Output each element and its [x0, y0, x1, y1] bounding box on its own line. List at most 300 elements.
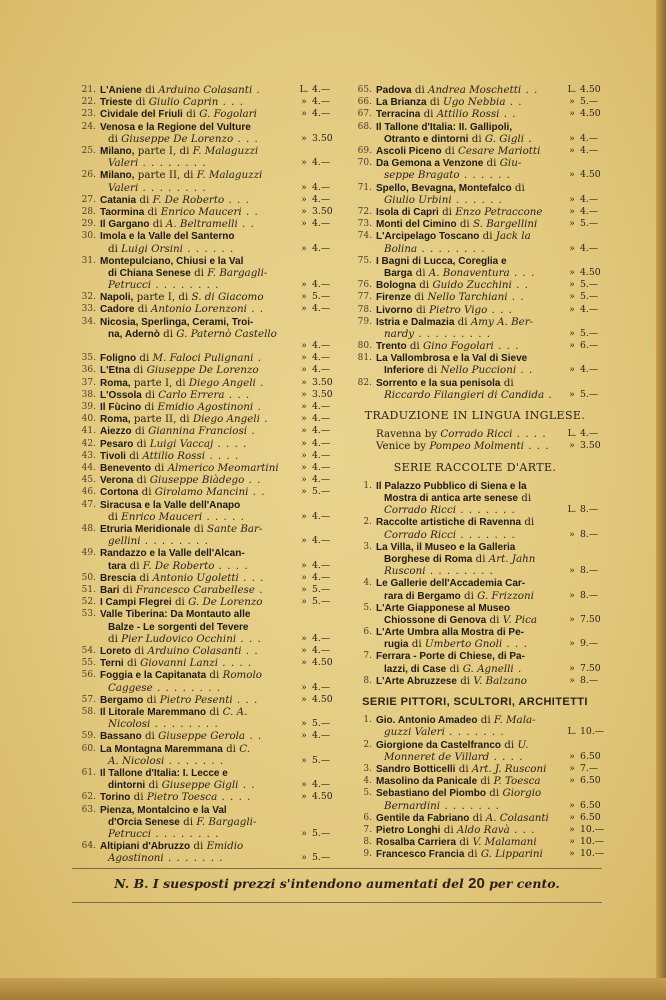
- price: 4.—: [580, 428, 599, 440]
- entry-line: [100, 377, 338, 389]
- leader-dots: . .: [238, 779, 256, 792]
- leader-dots: . .: [499, 108, 517, 121]
- catalog-entry: [68, 730, 338, 742]
- entry-body: [100, 194, 338, 206]
- entry-line: [100, 718, 338, 730]
- leader-dots: . . .: [502, 638, 528, 651]
- entry-text: di: [408, 638, 425, 651]
- entry-body: [100, 401, 338, 413]
- entry-body: [376, 108, 606, 120]
- entry-author: Nello Tarchiani: [427, 291, 508, 304]
- currency-mark: [298, 169, 310, 181]
- entry-line: [376, 377, 606, 389]
- entry-line-text: [376, 800, 566, 812]
- entry-line-text: [100, 657, 298, 669]
- entry-author: Corrado Ricci: [384, 528, 456, 541]
- entry-title: di Chiana Senese: [108, 267, 191, 279]
- entry-author: Arduino Colasanti: [147, 644, 242, 657]
- entry-body: [100, 596, 338, 608]
- entry-body: [376, 739, 606, 763]
- entry-title: Catania: [100, 194, 137, 206]
- entry-line-text: [100, 121, 298, 133]
- entry-author: G. Fogolari: [199, 108, 257, 121]
- entry-line: [376, 663, 606, 675]
- entry-line-text: [376, 565, 566, 577]
- currency-mark: »: [301, 341, 307, 352]
- entry-line-text: [100, 499, 298, 511]
- price: 6.50: [580, 750, 601, 762]
- catalog-entry: [68, 804, 338, 841]
- entry-number: 8.: [363, 837, 372, 848]
- entry-body: [376, 206, 606, 218]
- entry-body: [100, 145, 338, 169]
- footer-note-percent: 20: [468, 875, 485, 892]
- entry-line: [100, 645, 338, 657]
- leader-dots: . . . . . . . .: [151, 279, 220, 292]
- entry-body: [100, 389, 338, 401]
- price: 6.—: [580, 340, 599, 352]
- price: [310, 230, 338, 242]
- price: 4.50: [312, 657, 333, 669]
- entry-title: Inferiore: [384, 365, 425, 377]
- entry-line: [100, 779, 338, 791]
- entry-line-text: [376, 751, 566, 763]
- entry-body: [376, 775, 606, 787]
- entry-line-text: [376, 675, 566, 687]
- entry-line: [376, 529, 606, 541]
- entry-author: Rusconi: [384, 565, 426, 578]
- entry-title: Bologna: [376, 280, 416, 292]
- entry-text: di: [136, 571, 153, 584]
- entry-line-text: [376, 121, 566, 133]
- entry-line-text: [376, 577, 566, 589]
- entry-line-text: [376, 157, 566, 169]
- entry-text: di: [108, 510, 122, 523]
- entry-line: [376, 340, 606, 352]
- catalog-entry: [68, 413, 338, 425]
- entry-line: [376, 553, 606, 565]
- entry-line-text: [376, 389, 566, 401]
- entry-text: di: [136, 193, 153, 206]
- entry-title: rugia: [384, 639, 409, 651]
- entry-body: [100, 474, 338, 486]
- entry-line-text: [100, 340, 298, 352]
- entry-body: [100, 743, 338, 767]
- entry-text: parte I, di: [133, 291, 192, 304]
- price: 10.—: [580, 726, 605, 738]
- entry-title: La Brianza: [376, 97, 427, 109]
- entry-line-text: [376, 96, 566, 108]
- price: 4.—: [580, 303, 599, 315]
- entry-title: La Montagna Maremmana: [100, 743, 223, 755]
- entry-text: Ravenna by: [376, 428, 441, 441]
- entry-author: Bernardini: [384, 799, 441, 812]
- currency-mark: »: [301, 597, 307, 608]
- entry-line: [100, 145, 338, 157]
- entry-line: [100, 230, 338, 242]
- entry-line: [100, 535, 338, 547]
- entry-line: [100, 328, 338, 340]
- currency-mark: »: [569, 389, 575, 400]
- currency-mark: [298, 608, 310, 620]
- currency-mark: [298, 316, 310, 328]
- entry-title: Cortona: [100, 487, 139, 499]
- entry-line: [376, 243, 606, 255]
- entry-body: [376, 230, 606, 254]
- entry-line-text: [100, 108, 298, 120]
- currency-mark: [298, 816, 310, 828]
- currency-mark: »: [569, 663, 575, 674]
- entry-number: 53.: [81, 609, 96, 620]
- entry-author: F. Malaguzzi: [192, 144, 259, 157]
- price: [578, 121, 606, 133]
- entry-body: [100, 706, 338, 730]
- catalog-entry: [68, 194, 338, 206]
- catalog-entry: [344, 157, 606, 181]
- entry-line-text: [100, 291, 298, 303]
- entry-text: di: [416, 279, 433, 292]
- entry-number: 7.: [363, 824, 372, 835]
- entry-line: [376, 145, 606, 157]
- leader-dots: . .: [511, 279, 529, 292]
- pittori-heading: SERIE PITTORI, SCULTORI, ARCHITETTI: [362, 696, 588, 709]
- leader-dots: . . . .: [205, 449, 240, 462]
- entry-author: Bolina: [384, 242, 418, 255]
- entry-body: [100, 364, 338, 376]
- catalog-entry: [344, 218, 606, 230]
- entry-line: [376, 726, 606, 738]
- entry-author: C.: [239, 742, 251, 755]
- entry-line-text: [100, 194, 298, 206]
- entry-number: 23.: [81, 109, 96, 120]
- entry-line-text: [100, 511, 298, 523]
- entry-line-text: [100, 486, 298, 498]
- entry-title: Brescia: [100, 572, 137, 584]
- entry-number: 5.: [363, 788, 372, 799]
- currency-mark: [298, 267, 310, 279]
- entry-text: di: [130, 791, 147, 804]
- entry-text: di: [486, 787, 503, 800]
- leader-dots: . . . . . . . .: [138, 157, 207, 170]
- price: 5.—: [312, 486, 331, 498]
- entry-line-text: [376, 364, 566, 376]
- entry-body: [376, 255, 606, 279]
- currency-mark: »: [569, 824, 575, 835]
- entry-text: di: [412, 266, 429, 279]
- entry-number: 35.: [81, 353, 96, 364]
- catalog-entry: [68, 462, 338, 474]
- entry-line-text: [100, 755, 298, 767]
- entry-author: Romolo: [222, 669, 262, 682]
- currency-mark: [298, 547, 310, 559]
- entry-title: Sebastiano del Piombo: [376, 788, 487, 800]
- entry-title: Roma,: [100, 377, 131, 389]
- price: 6.50: [580, 799, 601, 811]
- currency-mark: »: [569, 304, 575, 315]
- catalog-entry: [68, 499, 338, 523]
- entry-text: di: [123, 657, 141, 670]
- entry-body: [376, 428, 606, 440]
- currency-mark: [298, 621, 310, 633]
- catalog-entry: [68, 230, 338, 254]
- entry-body: [100, 425, 338, 437]
- entry-number: 36.: [81, 365, 96, 376]
- currency-mark: »: [569, 170, 575, 181]
- entry-body: [100, 352, 338, 364]
- entry-author: Valeri: [108, 157, 139, 170]
- entry-line-text: [376, 84, 566, 96]
- entry-author: Sante Bar-: [207, 523, 263, 536]
- entry-line-text: [376, 440, 566, 452]
- entry-title: Imola e la Valle del Santerno: [100, 231, 235, 243]
- entry-text: di: [133, 437, 150, 450]
- price: 4.—: [312, 535, 331, 547]
- entry-author: Monneret de Villard: [384, 750, 490, 763]
- entry-author: Umberto Gnoli: [424, 638, 503, 651]
- entry-author: G. Paternò Castello: [176, 327, 277, 340]
- entry-body: [376, 675, 606, 687]
- price: 4.—: [312, 779, 331, 791]
- entry-title: Etruria Meridionale: [100, 524, 191, 536]
- entry-line: [100, 560, 338, 572]
- entry-author: nardy: [384, 327, 415, 340]
- entry-title: Milano,: [100, 170, 135, 182]
- entry-title: Bari: [100, 585, 120, 597]
- entry-text: di: [149, 218, 166, 231]
- entry-line: [100, 303, 338, 315]
- catalog-entry: [344, 279, 606, 291]
- entry-line-text: [100, 316, 298, 328]
- price: 4.—: [312, 644, 331, 656]
- price: 5.—: [312, 852, 331, 864]
- currency-mark: [566, 230, 578, 242]
- entry-line: [100, 486, 338, 498]
- entry-title: Bassano: [100, 731, 142, 743]
- catalog-entry: [344, 340, 606, 352]
- entry-author: Enrico Mauceri: [160, 205, 242, 218]
- entry-body: [376, 377, 606, 401]
- entry-text: parte II, di: [134, 169, 197, 182]
- entry-line-text: [100, 303, 298, 315]
- leader-dots: .: [255, 376, 265, 389]
- price: 4.—: [312, 279, 331, 291]
- entry-body: [100, 255, 338, 292]
- entry-text: di: [483, 157, 500, 170]
- price: 4.—: [312, 218, 331, 230]
- entry-title: Roma,: [100, 414, 131, 426]
- entry-line-text: [100, 694, 298, 706]
- entry-line-text: [100, 364, 298, 376]
- entry-line-text: [100, 425, 298, 437]
- entry-title: Siracusa e la Valle dell'Anapo: [100, 499, 241, 511]
- catalog-entry: [344, 675, 606, 687]
- entry-line: [376, 121, 606, 133]
- price: [310, 121, 338, 133]
- leader-dots: . .: [241, 644, 259, 657]
- price: [578, 255, 606, 267]
- entry-text: di: [469, 811, 486, 824]
- price: 4.—: [312, 571, 331, 583]
- entry-body: [100, 377, 338, 389]
- entry-text: di: [206, 669, 223, 682]
- entry-body: [376, 352, 606, 376]
- entry-line: [376, 565, 606, 577]
- entry-line-text: [100, 816, 298, 828]
- entry-title: Rosalba Carriera: [376, 837, 457, 849]
- entry-author: Giovanni Lanzi: [140, 657, 218, 670]
- price: 3.50: [312, 376, 333, 388]
- entry-number: 76.: [357, 280, 372, 291]
- entry-line-text: [376, 377, 566, 389]
- entry-body: [376, 763, 606, 775]
- entry-author: S. Bargellini: [472, 218, 538, 231]
- currency-mark: [566, 157, 578, 169]
- price: [310, 169, 338, 181]
- entry-line-text: [376, 194, 566, 206]
- currency-mark: »: [569, 675, 575, 686]
- entry-line-text: [376, 206, 566, 218]
- leader-dots: . . . . . .: [451, 193, 503, 206]
- entry-text: di: [501, 738, 518, 751]
- catalog-entry: [68, 218, 338, 230]
- entry-title: Barga: [384, 267, 413, 279]
- entry-number: 60.: [81, 743, 96, 754]
- currency-mark: »: [569, 109, 575, 120]
- entry-author: Andrea Moschetti: [428, 84, 522, 96]
- entry-title: Pietro Longhi: [376, 824, 441, 836]
- entry-line: [100, 572, 338, 584]
- entry-line: [376, 169, 606, 181]
- entry-text: di: [477, 714, 494, 727]
- entry-text: di: [108, 632, 122, 645]
- entry-line: [100, 828, 338, 840]
- entry-line-text: [376, 824, 566, 836]
- currency-mark: »: [569, 590, 575, 601]
- price: 9.—: [580, 638, 599, 650]
- leader-dots: .: [253, 401, 262, 414]
- currency-mark: »: [301, 280, 307, 291]
- currency-mark: »: [569, 219, 575, 230]
- entry-number: 80.: [357, 341, 372, 352]
- entry-line-text: [376, 316, 566, 328]
- entry-title: Ferrara - Porte di Chiese, di Pa-: [376, 651, 525, 663]
- entry-line-text: [100, 206, 298, 218]
- entry-text: di: [456, 836, 473, 849]
- entry-line: [100, 462, 338, 474]
- price: [310, 804, 338, 816]
- entry-line: [100, 608, 338, 620]
- price: 4.—: [312, 242, 331, 254]
- catalog-entry: [68, 352, 338, 364]
- entry-title: Masolino da Panicale: [376, 776, 478, 788]
- entry-number: 26.: [81, 170, 96, 181]
- entry-number: 21.: [81, 85, 96, 95]
- entry-author: gellini: [108, 535, 141, 548]
- catalog-entry: [68, 840, 338, 864]
- catalog-entry: [68, 584, 338, 596]
- entry-line: [100, 816, 338, 828]
- entry-title: Firenze: [376, 292, 412, 304]
- currency-mark: »: [301, 853, 307, 864]
- currency-mark: »: [301, 487, 307, 498]
- entry-title: Gio. Antonio Amadeo: [376, 715, 478, 727]
- leader-dots: . . .: [509, 823, 536, 836]
- catalog-entry: [344, 377, 606, 401]
- entry-line-text: [376, 590, 566, 602]
- entry-line-text: [376, 279, 566, 291]
- currency-mark: L.: [567, 85, 577, 95]
- entry-title: Il Tallone d'Italia: I. Lecce e: [100, 767, 228, 779]
- entry-line: [100, 791, 338, 803]
- entry-title: Balze - Le sorgenti del Tevere: [108, 621, 249, 633]
- entry-line: [100, 633, 338, 645]
- price: 4.50: [580, 169, 601, 181]
- entry-body: [100, 791, 338, 803]
- entry-line-text: [100, 84, 298, 96]
- currency-mark: [566, 714, 578, 726]
- price: 4.—: [312, 425, 331, 437]
- entry-body: [100, 499, 338, 523]
- entry-line: [100, 657, 338, 669]
- entry-title: Foligno: [100, 353, 137, 365]
- entry-line-text: [376, 145, 566, 157]
- catalog-entry: [68, 706, 338, 730]
- entry-author: Petrucci: [108, 279, 152, 292]
- entry-number: 52.: [81, 597, 96, 608]
- entry-line-text: [100, 572, 298, 584]
- currency-mark: [566, 577, 578, 589]
- price: 4.—: [312, 681, 331, 693]
- leader-dots: . . . . . . . .: [425, 565, 494, 578]
- entry-line: [376, 328, 606, 340]
- entry-body: [376, 836, 606, 848]
- price: 4.—: [312, 559, 331, 571]
- price: 4.—: [312, 449, 331, 461]
- entry-author: Pietro Vigo: [429, 303, 488, 316]
- entry-author: V. Pica: [502, 613, 537, 626]
- entry-line: [100, 121, 338, 133]
- catalog-entry: [344, 602, 606, 626]
- price: 8.—: [580, 674, 599, 686]
- entry-title: rara di Bergamo: [384, 590, 461, 602]
- price: [310, 669, 338, 681]
- entry-line-text: [100, 718, 298, 730]
- entry-title: Trento: [376, 341, 407, 353]
- entry-author: Antonio Lorenzoni: [150, 303, 247, 316]
- catalog-entry: [344, 739, 606, 763]
- entry-number: 5.: [363, 602, 372, 613]
- entry-line-text: [376, 133, 566, 145]
- leader-dots: . . .: [509, 266, 536, 279]
- entry-text: di: [464, 848, 481, 861]
- price: [310, 840, 338, 852]
- currency-mark: »: [301, 304, 307, 315]
- entry-title: Torino: [100, 792, 131, 804]
- price: 4.—: [580, 193, 599, 205]
- catalog-entry: [344, 577, 606, 601]
- entry-title: Foggia e la Capitanata: [100, 670, 207, 682]
- leader-dots: . . .: [224, 193, 250, 206]
- entry-number: 31.: [81, 255, 96, 266]
- entry-line: [376, 848, 606, 860]
- price: 10.—: [580, 823, 605, 835]
- leader-dots: .: [544, 388, 553, 401]
- currency-mark: [298, 523, 310, 535]
- entry-line: [376, 516, 606, 528]
- price: [578, 377, 606, 389]
- entry-author: Cesare Mariotti: [458, 144, 541, 157]
- catalog-entry: [68, 767, 338, 791]
